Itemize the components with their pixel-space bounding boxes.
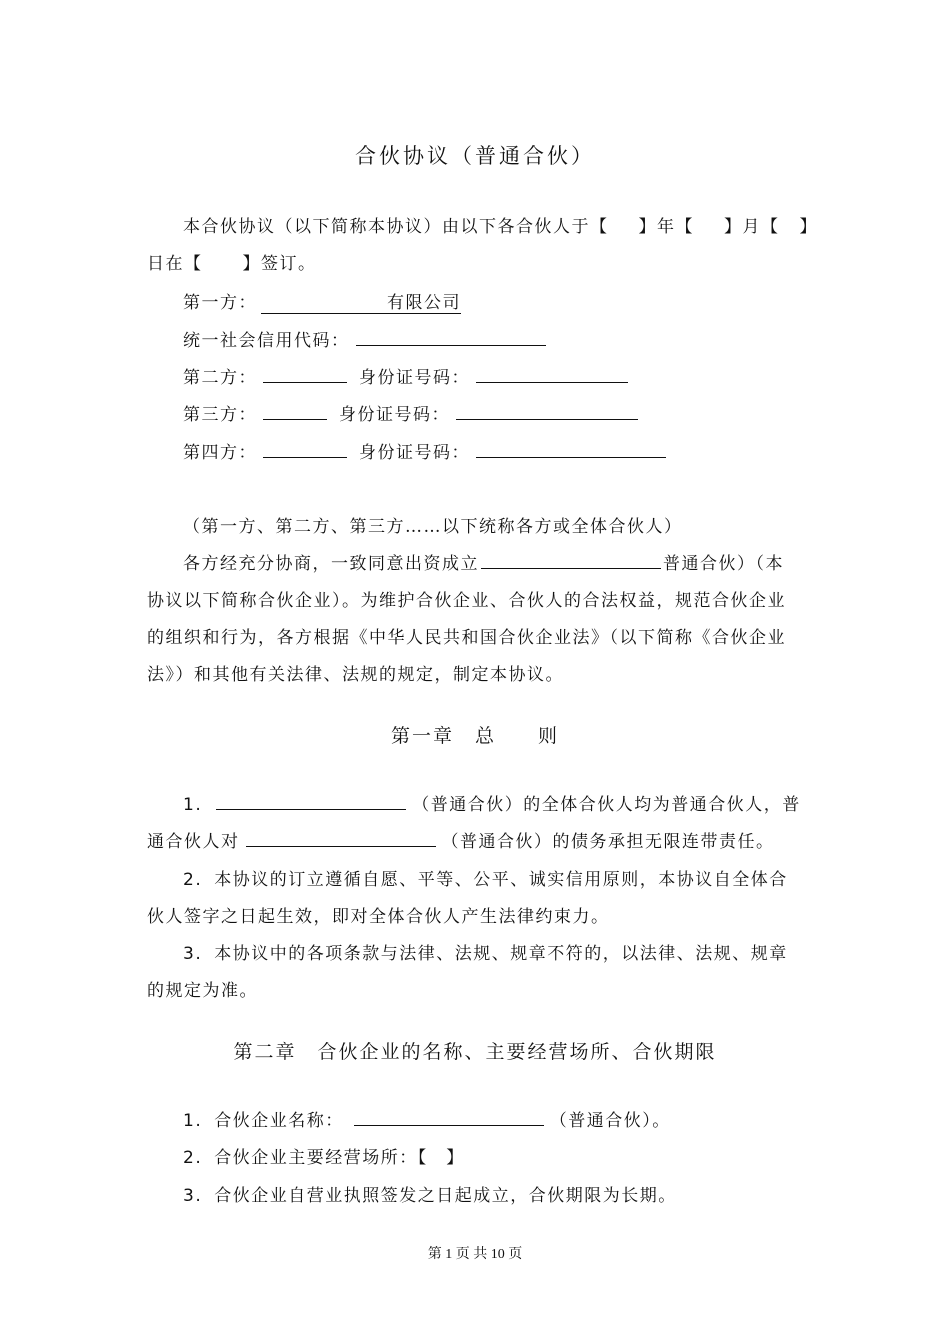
ch1-enterprise-name-field-2[interactable] (246, 827, 436, 847)
ch1-item-3-line-1 (183, 939, 788, 964)
ch1-enterprise-name-field[interactable] (216, 790, 406, 810)
credit-code-row (183, 326, 552, 351)
ch2-item-3-text: 合伙企业自营业执照签发之日起成立，合伙期限为长期。 (214, 1186, 677, 1206)
para-1-line-3: 的组织和行为，各方根据《中华人民共和国合伙企业法》（以下简称《合伙企业 (147, 628, 786, 648)
credit-code-label: 统一社会信用代码： (183, 331, 350, 351)
ch2-item-1-label: 合伙企业名称： (214, 1111, 344, 1131)
date-month-bracket-open: 【 (675, 217, 694, 237)
intro-place-label: 日在 (147, 254, 184, 274)
ch1-item-3-line-2: 的规定为准。 (147, 981, 258, 1001)
intro-signed-text: 签订。 (261, 254, 317, 274)
para-1-text-a: 各方经充分协商，一致同意出资成立 (183, 554, 479, 574)
party-2-id-label: 身份证号码： (359, 368, 470, 388)
ch1-item-1-text-b: （普通合伙）的全体合伙人均为普通合伙人，普 (412, 795, 801, 815)
ch1-item-2-number: 2. (183, 870, 203, 890)
ch1-item-1-text-d: （普通合伙）的债务承担无限连带责任。 (441, 832, 775, 852)
page-footer: 第 1 页 共 10 页 (427, 1247, 523, 1262)
para-1-line-2: 协议以下简称合伙企业）。为维护合伙企业、合伙人的合法权益，规范合伙企业 (147, 591, 786, 611)
enterprise-name-field[interactable] (481, 549, 661, 569)
party-3-id-label: 身份证号码： (339, 405, 450, 425)
ch1-item-3-number: 3. (183, 944, 203, 964)
ch1-item-2-line-2: 伙人签字之日起生效，即对全体合伙人产生法律约束力。 (147, 907, 610, 927)
party-2-id-field[interactable] (476, 363, 628, 383)
party-3-name-field[interactable] (263, 400, 327, 420)
party-4-name-field[interactable] (263, 438, 347, 458)
party-4-id-label: 身份证号码： (359, 443, 470, 463)
party-1-label: 第一方： (183, 293, 257, 313)
ch2-item-1 (183, 1106, 671, 1131)
date-year-bracket-close: 】 (638, 217, 657, 237)
ch2-enterprise-name-field[interactable] (354, 1106, 544, 1126)
para-1-line-1 (183, 549, 784, 574)
party-2-name-field[interactable] (263, 363, 347, 383)
chapter-1-heading: 第一章 总 则 (390, 725, 559, 747)
intro-line-1 (183, 212, 818, 237)
para-1-line-4: 法》）和其他有关法律、法规的规定，制定本协议。 (147, 665, 564, 685)
party-3-row (183, 400, 644, 425)
parties-note: （第一方、第二方、第三方……以下统称各方或全体合伙人） (183, 517, 683, 537)
date-day-bracket-close: 】 (799, 217, 818, 237)
ch2-item-3-number: 3. (183, 1186, 203, 1206)
party-4-row (183, 438, 672, 463)
party-2-label: 第二方： (183, 368, 257, 388)
ch1-item-2-line-1 (183, 865, 788, 890)
ch1-item-1-text-c: 通合伙人对 (147, 832, 240, 852)
credit-code-field[interactable] (356, 326, 546, 346)
party-4-label: 第四方： (183, 443, 257, 463)
ch1-item-1-line-1 (183, 790, 801, 815)
party-1-name-field[interactable] (261, 288, 461, 314)
party-1-row (183, 288, 465, 314)
place-bracket-open: 【 (184, 254, 203, 274)
document-title: 合伙协议（普通合伙） (355, 144, 595, 168)
ch1-item-2-text-a: 本协议的订立遵循自愿、平等、公平、诚实信用原则，本协议自全体合 (214, 870, 788, 890)
intro-line-2 (147, 249, 317, 274)
place-bracket-close: 】 (242, 254, 261, 274)
ch1-item-3-text-a: 本协议中的各项条款与法律、法规、规章不符的，以法律、法规、规章 (214, 944, 788, 964)
party-1-suffix: 有限公司 (387, 293, 461, 313)
date-month-bracket-close: 】 (724, 217, 743, 237)
ch2-item-1-number: 1. (183, 1111, 203, 1131)
ch2-item-2-label: 合伙企业主要经营场所： (214, 1148, 418, 1168)
year-label: 年 (657, 217, 676, 237)
party-4-id-field[interactable] (476, 438, 666, 458)
month-label: 月 (742, 217, 761, 237)
date-year-bracket-open: 【 (590, 217, 609, 237)
ch2-item-2-brackets[interactable]: 【 】 (417, 1148, 465, 1168)
para-1-text-b: 普通合伙）（本 (663, 554, 784, 574)
ch2-item-3 (183, 1181, 677, 1206)
ch2-item-1-suffix: （普通合伙）。 (549, 1111, 671, 1131)
party-3-label: 第三方： (183, 405, 257, 425)
ch2-item-2 (183, 1143, 465, 1168)
ch1-item-1-line-2 (147, 827, 775, 852)
intro-text: 本合伙协议（以下简称本协议）由以下各合伙人于 (183, 217, 590, 237)
ch1-item-1-number: 1. (183, 795, 203, 815)
party-3-id-field[interactable] (456, 400, 638, 420)
ch2-item-2-number: 2. (183, 1148, 203, 1168)
party-2-row (183, 363, 634, 388)
chapter-2-heading: 第二章 合伙企业的名称、主要经营场所、合伙期限 (233, 1041, 717, 1063)
date-day-bracket-open: 【 (761, 217, 780, 237)
